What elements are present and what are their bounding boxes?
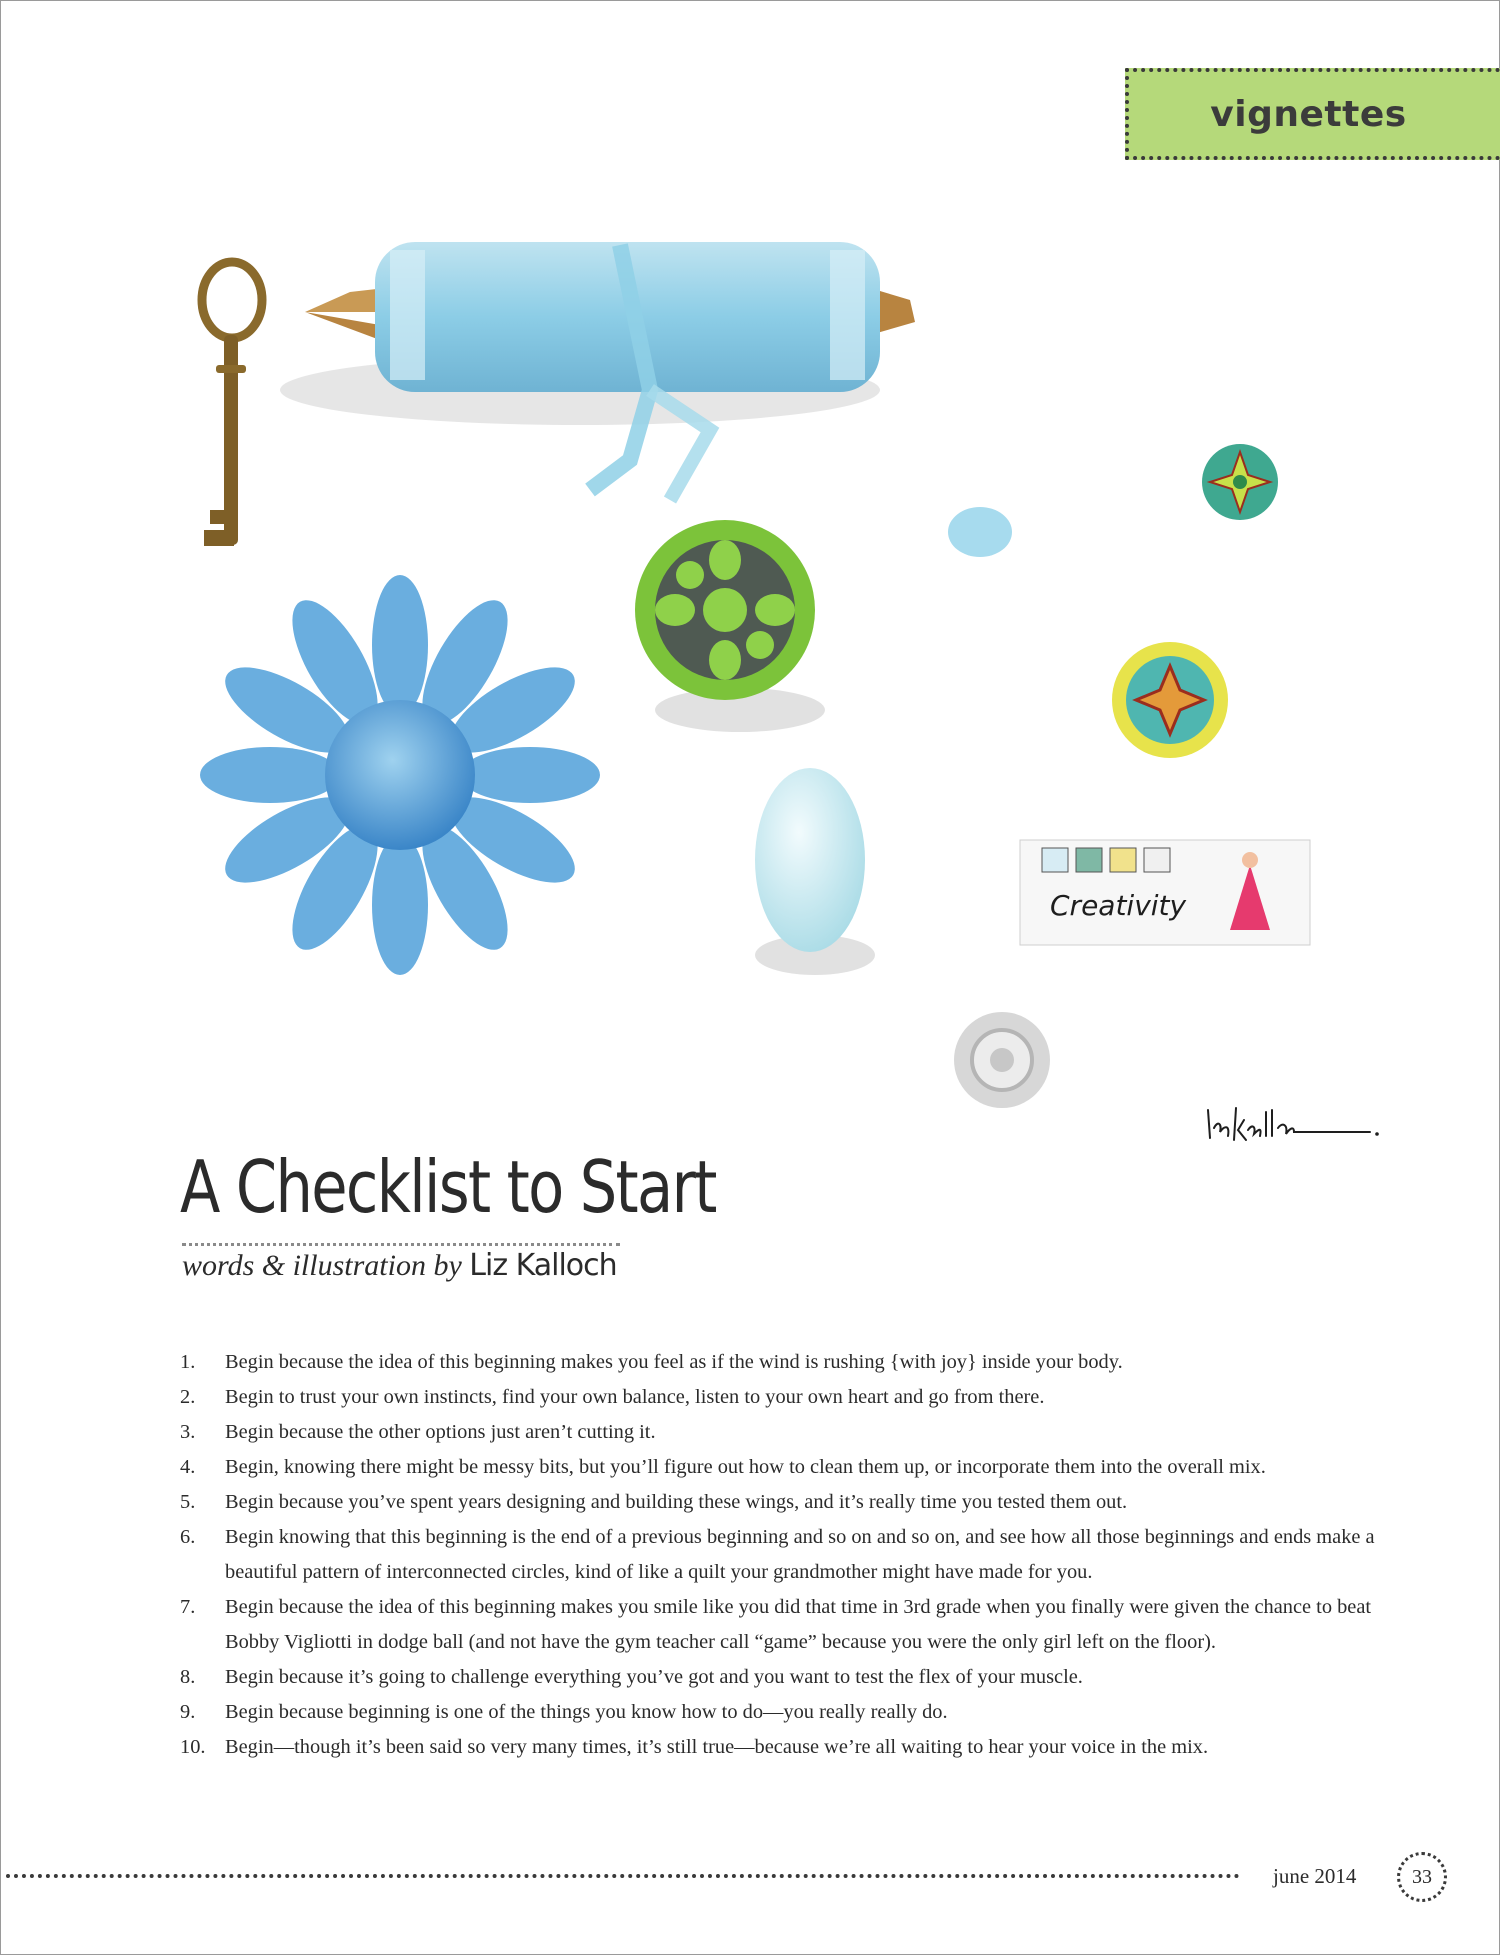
item-number: 10. xyxy=(180,1736,206,1758)
checklist-item xyxy=(180,1660,1400,1695)
checklist-item xyxy=(180,1345,1400,1380)
blue-stone-drawing xyxy=(948,507,1012,557)
byline xyxy=(182,1248,617,1283)
byline-lead: words & illustration by xyxy=(182,1249,462,1282)
egg-stone-drawing xyxy=(755,768,875,975)
item-number: 1. xyxy=(180,1351,196,1373)
page-number-text: 33 xyxy=(1412,1865,1432,1888)
section-label: vignettes xyxy=(1210,93,1407,135)
round-button-drawing xyxy=(1202,444,1278,520)
green-brooch-drawing xyxy=(635,520,825,732)
item-text: Begin because it’s going to challenge everything you’ve got and you want to test the flex of your muscle. xyxy=(225,1666,1083,1688)
silver-button-drawing xyxy=(954,1012,1050,1108)
artist-signature xyxy=(1200,1100,1380,1150)
item-text: Begin because the other options just aren’t cutting it. xyxy=(225,1421,656,1443)
item-text: Begin because the idea of this beginning makes you feel as if the wind is rushing {with joy} inside your body. xyxy=(225,1351,1123,1373)
item-text: Begin to trust your own instincts, find your own balance, listen to your own heart and go from there. xyxy=(225,1386,1045,1408)
checklist-item xyxy=(180,1450,1400,1485)
checklist-item xyxy=(180,1380,1400,1415)
checklist-item xyxy=(180,1730,1400,1765)
item-number: 3. xyxy=(180,1421,196,1443)
item-number: 2. xyxy=(180,1386,196,1408)
page-number xyxy=(1397,1852,1447,1902)
key-drawing xyxy=(202,262,262,546)
checklist-item xyxy=(180,1485,1400,1520)
byline-author: Liz Kalloch xyxy=(469,1248,617,1283)
footer-divider xyxy=(6,1874,1240,1878)
flower-drawing xyxy=(200,575,600,975)
item-number: 4. xyxy=(180,1456,196,1478)
watercolor-illustration xyxy=(150,200,1400,1190)
yellow-button-drawing xyxy=(1112,642,1228,758)
creativity-label-text: Creativity xyxy=(1050,889,1187,922)
item-number: 7. xyxy=(180,1596,196,1618)
issue-date: june 2014 xyxy=(1273,1864,1357,1888)
checklist-item xyxy=(180,1415,1400,1450)
item-text: Begin, knowing there might be messy bits, but you’ll figure out how to clean them up, or incorporate them into the overall mix. xyxy=(225,1456,1266,1478)
title-divider xyxy=(182,1243,620,1246)
item-text: Begin because beginning is one of the things you know how to do—you really really do. xyxy=(225,1701,948,1723)
item-number: 8. xyxy=(180,1666,196,1688)
item-text: Begin because the idea of this beginning makes you smile like you did that time in 3rd grade when you finally were given the chance to beat Bobby Vigliotti in dodge ball (and not have the gym teacher call “game” because you were the only girl left on the floor). xyxy=(225,1596,1372,1653)
item-text: Begin knowing that this beginning is the end of a previous beginning and so on and so on, and see how all those beginnings and ends make a beautiful pattern of interconnected circles, kind of like a quilt your grandmother might have made for you. xyxy=(225,1526,1375,1583)
creativity-label-drawing xyxy=(1020,840,1310,945)
item-number: 9. xyxy=(180,1701,196,1723)
section-tab xyxy=(1125,68,1500,160)
checklist-item xyxy=(180,1520,1400,1590)
item-number: 5. xyxy=(180,1491,196,1513)
item-text: Begin because you’ve spent years designing and building these wings, and it’s really time you tested them out. xyxy=(225,1491,1128,1513)
item-number: 6. xyxy=(180,1526,196,1548)
checklist-item xyxy=(180,1695,1400,1730)
article-title: A Checklist to Start xyxy=(180,1145,716,1229)
checklist xyxy=(180,1345,1400,1765)
checklist-item xyxy=(180,1590,1400,1660)
scroll-drawing xyxy=(280,242,915,500)
item-text: Begin—though it’s been said so very many times, it’s still true—because we’re all waiting to hear your voice in the mix. xyxy=(225,1736,1209,1758)
